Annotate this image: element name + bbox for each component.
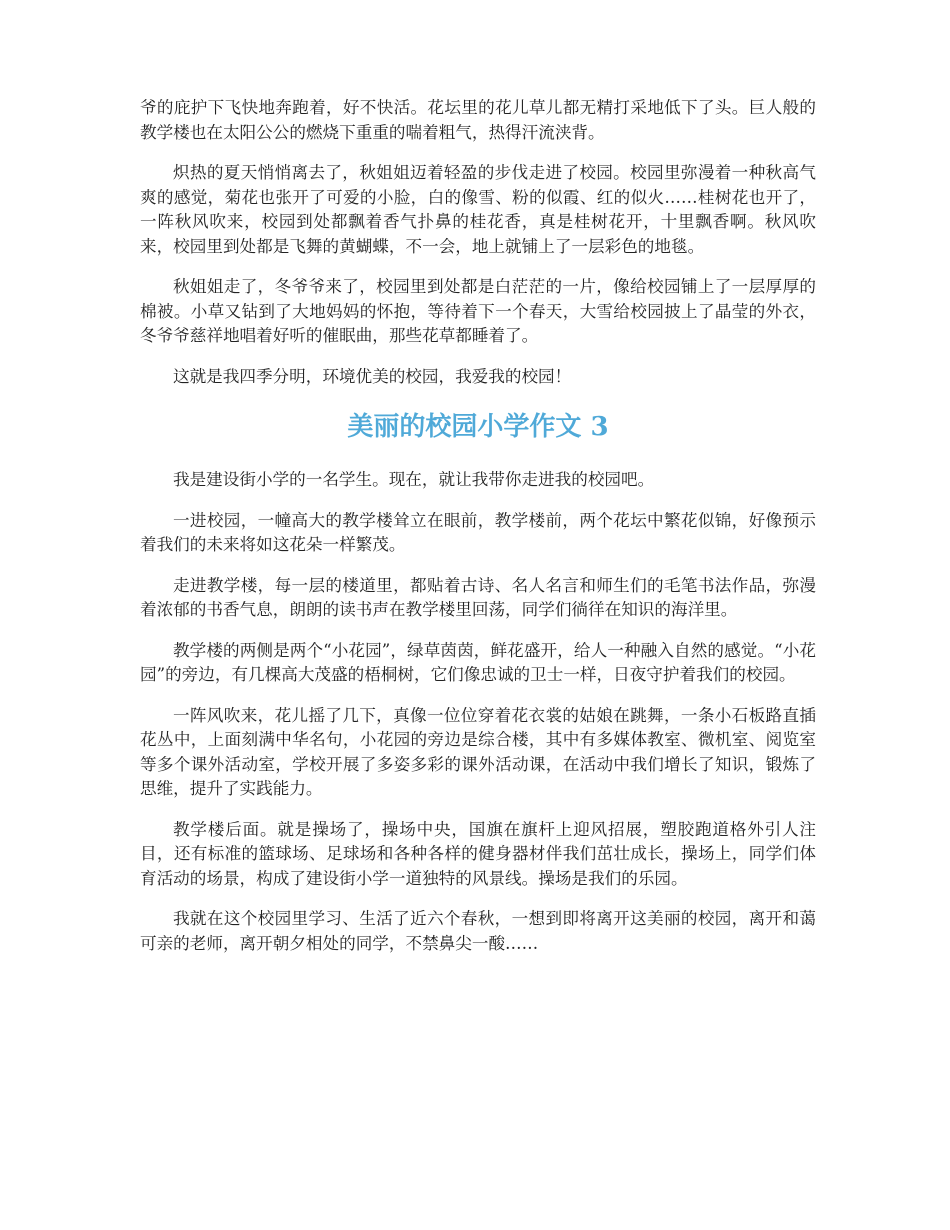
paragraph-wind: 一阵风吹来，花儿摇了几下，真像一位位穿着花衣裳的姑娘在跳舞，一条小石板路直插花丛中，上面刻满中华名句，小花园的旁边是综合楼，其中有多媒体教室、微机室、阅览室等多个课外活动室，学校开展了多姿多彩的课外活动课，在活动中我们增长了知识，锻炼了思维，提升了实践能力。	[140, 705, 816, 798]
paragraph-playground: 教学楼后面。就是操场了，操场中央，国旗在旗杆上迎风招展，塑胶跑道格外引人注目，还有标准的篮球场、足球场和各种各样的健身器材伴我们茁壮成长，操场上，同学们体育活动的场景，构成了建设街小学一道独特的风景线。操场是我们的乐园。	[140, 819, 816, 888]
paragraph-conclusion: 这就是我四季分明，环境优美的校园，我爱我的校园！	[173, 366, 572, 386]
paragraph-autumn: 炽热的夏天悄悄离去了，秋姐姐迈着轻盈的步伐走进了校园。校园里弥漫着一种秋高气爽的感觉，菊花也张开了可爱的小脸，白的像雪、粉的似霞、红的似火……桂树花也开了，一阵秋风吹来，校园到处都飘着香气扑鼻的桂花香，真是桂树花开，十里飘香啊。秋风吹来，校园里到处都是飞舞的黄蝴蝶，不一会，地上就铺上了一层彩色的地毯。	[140, 163, 816, 256]
paragraph-intro: 我是建设街小学的一名学生。现在，就让我带你走进我的校园吧。	[173, 470, 655, 489]
paragraph-winter: 秋姐姐走了，冬爷爷来了，校园里到处都是白茫茫的一片，像给校园铺上了一层厚厚的棉被。小草又钻到了大地妈妈的怀抱，等待着下一个春天，大雪给校园披上了晶莹的外衣，冬爷爷慈祥地唱着好听的催眠曲，那些花草都睡着了。	[140, 277, 816, 345]
paragraph-teaching-building: 走进教学楼，每一层的楼道里，都贴着古诗、名人名言和师生们的毛笔书法作品，弥漫着浓郁的书香气息，朗朗的读书声在教学楼里回荡，同学们徜徉在知识的海洋里。	[140, 575, 816, 619]
paragraph-continued: 爷的庇护下飞快地奔跑着，好不快活。花坛里的花儿草儿都无精打采地低下了头。巨人般的教学楼也在太阳公公的燃烧下重重的喘着粗气，热得汗流浃背。	[140, 98, 816, 142]
paragraph-farewell: 我就在这个校园里学习、生活了近六个春秋，一想到即将离开这美丽的校园，离开和蔼可亲的老师，离开朝夕相处的同学，不禁鼻尖一酸……	[140, 909, 816, 953]
paragraph-small-garden: 教学楼的两侧是两个“小花园”，绿草茵茵，鲜花盛开，给人一种融入自然的感觉。“小花园”的旁边，有几棵高大茂盛的梧桐树，它们像忠诚的卫士一样，日夜守护着我们的校园。	[140, 640, 816, 684]
document-body	[140, 96, 816, 956]
paragraph-entrance: 一进校园，一幢高大的教学楼耸立在眼前，教学楼前，两个花坛中繁花似锦，好像预示着我们的未来将如这花朵一样繁茂。	[140, 510, 816, 554]
section-title: 美丽的校园小学作文 3	[347, 412, 609, 442]
